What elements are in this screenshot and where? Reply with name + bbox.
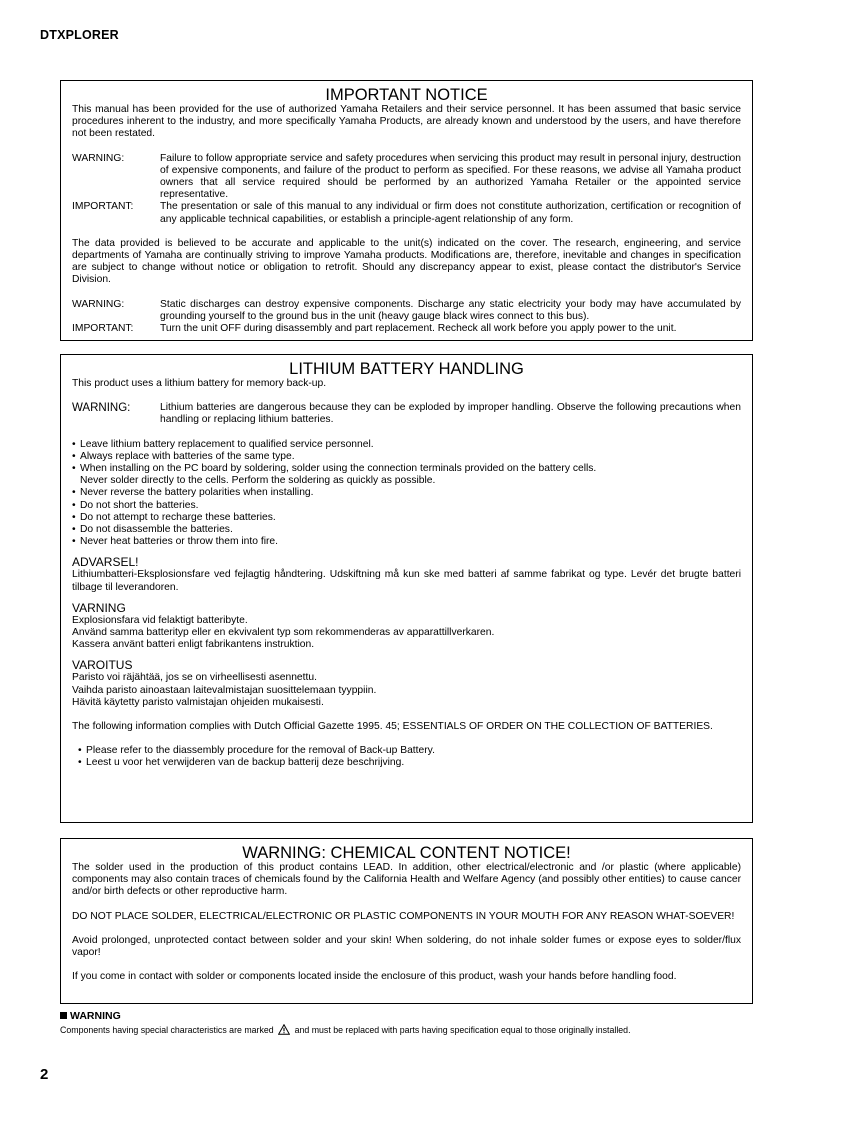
list-item: • Please refer to the diassembly procedure for the removal of Back-up Battery. [78,745,741,757]
varning-line: Explosionsfara vid felaktigt batteribyte. [72,614,248,626]
varning-line: Kassera använt batteri enligt fabrikantens instruktion. [72,639,315,651]
notice-important-1 [72,201,741,225]
list-item: • Leave lithium battery replacement to qualified service personnel. [72,439,741,451]
notice-data-paragraph: The data provided is believed to be accurate and applicable to the unit(s) indicated on the cover. The research, engineering, and service departments of Yamaha are continually striving to improve Yamaha products. Modifications are, therefore, inevitable and changes in specification are subject to change without notice or obligation to retrofit. Should any discrepancy appear to exist, please contact the distributor's Service Division. [72,237,741,286]
list-item-continuation: Never solder directly to the cells. Perform the soldering as quickly as possible. [80,475,436,487]
important-label: IMPORTANT: [72,201,134,213]
warning-triangle-icon [278,1024,290,1035]
footer-note-before: Components having special characteristics are marked [60,1025,274,1035]
chemical-paragraph-1: The solder used in the production of this product contains LEAD. In addition, other electrical/electronic and /or plastic (where applicable) components may also contain traces of chemicals found by the California Health and Welfare Agency (and possibly other entities) to cause cancer and/or birth defects or other reproductive harm. [72,862,741,898]
warning-label: WARNING: [72,402,131,415]
footer-note [60,1024,631,1035]
important-text: The presentation or sale of this manual to any individual or firm does not constitute authorization, certification or recognition of any applicable technical capabilities, or establish a principle-agent relationship of any form. [160,201,741,225]
document-header-title: DTXPLORER [40,28,119,42]
list-item: • Always replace with batteries of the same type. [72,451,741,463]
list-item: • Never reverse the battery polarities when installing. [72,487,741,499]
square-bullet-icon [60,1012,67,1019]
battery-precautions-list-2 [72,487,741,548]
important-label: IMPORTANT: [72,323,134,335]
varning-line: Använd samma batterityp eller en ekvivalent typ som rekommenderas av apparattillverkaren. [72,627,495,639]
page-number: 2 [40,1066,49,1083]
notice-warning-1 [72,153,741,202]
chemical-paragraph-2: DO NOT PLACE SOLDER, ELECTRICAL/ELECTRONIC OR PLASTIC COMPONENTS IN YOUR MOUTH FOR ANY REASON WHAT-SOEVER! [72,910,735,922]
notice-warning-2 [72,299,741,323]
warning-text: Failure to follow appropriate service and safety procedures when servicing this product may result in personal injury, destruction of expensive components, and failure of the product to perform as specified. For these reasons, we advise all Yamaha product owners that all service required should be performed by an authorized Yamaha Retailer or the appointed service representative. [160,152,741,201]
footer-note-after: and must be replaced with parts having specification equal to those originally installed. [294,1025,631,1035]
list-item: • Never heat batteries or throw them into fire. [72,536,741,548]
notice-intro: This manual has been provided for the use of authorized Yamaha Retailers and their service personnel. It has been assumed that basic service procedures inherent to the industry, and more specifically Yamaha Products, are already known and understood by the users, and have therefore not been restated. [72,104,741,140]
lithium-battery-title: LITHIUM BATTERY HANDLING [289,360,524,378]
list-item: • Do not short the batteries. [72,500,741,512]
chemical-paragraph-3: Avoid prolonged, unprotected contact between solder and your skin! When soldering, do not inhale solder fumes or expose eyes to solder/flux vapor! [72,934,741,959]
chemical-notice-title: WARNING: CHEMICAL CONTENT NOTICE! [242,844,571,862]
lithium-battery-box [60,354,753,823]
dutch-paragraph: The following information complies with Dutch Official Gazette 1995. 45; ESSENTIALS OF ORDER ON THE COLLECTION OF BATTERIES. [72,721,713,733]
list-item: • When installing on the PC board by soldering, solder using the connection terminals provided on the battery cells. [72,463,741,475]
list-item: • Do not disassemble the batteries. [72,524,741,536]
important-text: Turn the unit OFF during disassembly and part replacement. Recheck all work before you apply power to the unit. [160,323,677,335]
battery-intro: This product uses a lithium battery for memory back-up. [72,378,327,389]
chemical-paragraph-4: If you come in contact with solder or components located inside the enclosure of this product, wash your hands before handling food. [72,971,677,983]
varoitus-line: Hävitä käytetty paristo valmistajan ohjeiden mukaisesti. [72,696,324,708]
list-item: • Leest u voor het verwijderen van de backup batterij deze beschrijving. [78,757,741,769]
list-item: • Do not attempt to recharge these batteries. [72,512,741,524]
important-notice-box [60,80,753,341]
chemical-notice-box [60,838,753,1004]
varoitus-heading: VAROITUS [72,658,133,673]
varning-heading: VARNING [72,600,126,615]
warning-label: WARNING: [72,152,125,164]
notice-important-2 [72,323,741,335]
varoitus-line: Vaihda paristo ainoastaan laitevalmistajan suosittelemaan tyyppiin. [72,684,377,696]
warning-label: WARNING: [72,298,125,310]
warning-text: Static discharges can destroy expensive components. Discharge any static electricity your body may have accumulated by grounding yourself to the ground bus in the unit (heavy gauge black wires connect to this bus). [160,298,741,322]
advarsel-heading: ADVARSEL! [72,555,139,570]
advarsel-text: Lithiumbatteri-Eksplosionsfare ved fejlagtig håndtering. Udskiftning må kun ske med batteri af samme fabrikat og type. Levér det brugte batteri tilbage til leverandoren. [72,569,741,593]
battery-warning [72,402,741,426]
battery-precautions-list [72,439,741,476]
varoitus-line: Paristo voi räjähtää, jos se on virheellisesti asennettu. [72,672,317,684]
footer-warning-label: WARNING [70,1010,121,1022]
footer-warning [60,1010,121,1022]
dutch-list [72,745,741,769]
important-notice-title: IMPORTANT NOTICE [325,86,488,104]
warning-text: Lithium batteries are dangerous because they can be exploded by improper handling. Observe the following precautions when handling or replacing lithium batteries. [160,402,741,426]
